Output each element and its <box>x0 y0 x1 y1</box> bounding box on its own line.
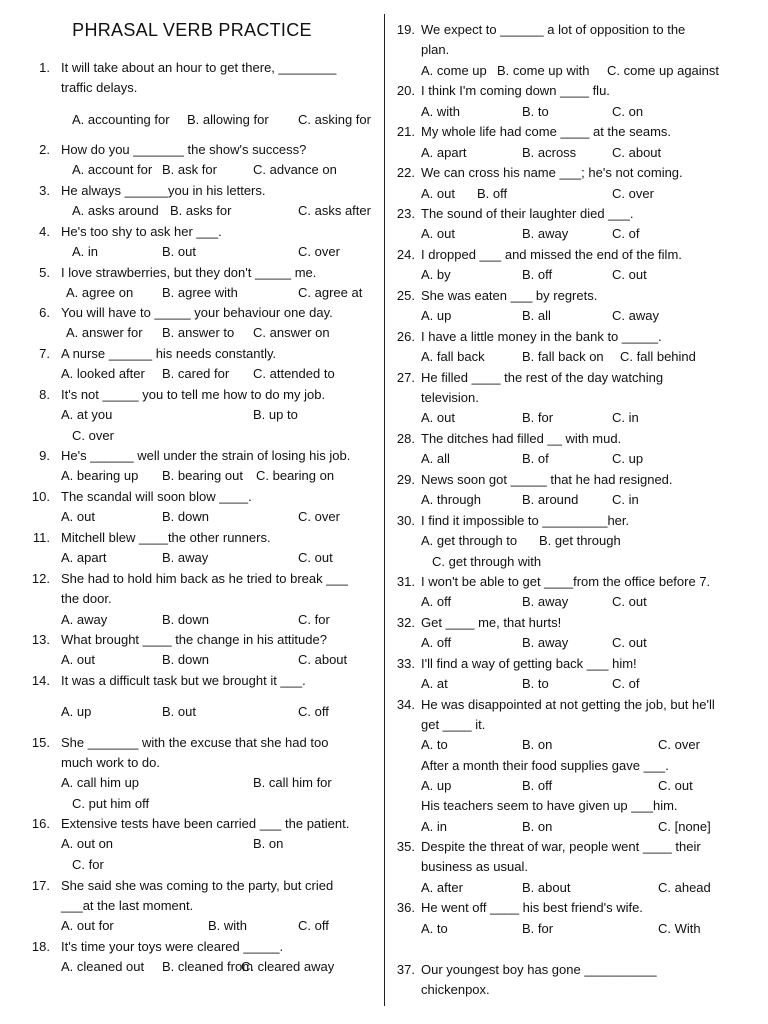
answer-option[interactable]: B. asks for <box>170 203 232 218</box>
answer-option[interactable]: B. away <box>522 594 569 609</box>
question-text: It's time your toys were cleared _____. <box>61 939 284 954</box>
question-text: plan. <box>421 42 450 57</box>
answer-option[interactable]: A. at you <box>61 407 113 422</box>
question-text: The scandal will soon blow ____. <box>61 489 252 504</box>
answer-option[interactable]: A. off <box>421 635 452 650</box>
question-number: 16. <box>31 816 50 831</box>
answer-option[interactable]: A. to <box>421 737 448 752</box>
question-number: 23. <box>396 206 415 221</box>
question-text: I have a little money in the bank to _____. <box>421 329 662 344</box>
answer-option[interactable]: C. ahead <box>658 880 711 895</box>
question-text: I dropped ___ and missed the end of the film. <box>421 247 682 262</box>
question-text: It will take about an hour to get there, ________ <box>61 60 337 75</box>
answer-option[interactable]: A. out <box>61 652 95 667</box>
question-text: the door. <box>61 591 112 606</box>
answer-option[interactable]: C. for <box>298 612 330 627</box>
question-text: Extensive tests have been carried ___ the patient. <box>61 816 350 831</box>
answer-option[interactable]: C. put him off <box>72 796 150 811</box>
answer-option[interactable]: C. over <box>658 737 700 752</box>
answer-option[interactable]: C. away <box>612 308 659 323</box>
question-text: He's ______ well under the strain of losing his job. <box>61 448 351 463</box>
question-number: 1. <box>39 60 50 75</box>
question-number: 24. <box>396 247 415 262</box>
question-number: 30. <box>396 513 415 528</box>
question-text: traffic delays. <box>61 80 138 95</box>
question-text: She was eaten ___ by regrets. <box>421 288 598 303</box>
answer-option[interactable]: C. out <box>612 635 647 650</box>
question-number: 5. <box>39 265 50 280</box>
question-text: You will have to _____ your behaviour one day. <box>61 305 333 320</box>
answer-option[interactable]: B. away <box>522 226 569 241</box>
answer-option[interactable]: A. asks around <box>72 203 159 218</box>
answer-option[interactable]: A. by <box>421 267 451 282</box>
answer-option[interactable]: A. out for <box>61 918 114 933</box>
question-number: 28. <box>396 431 415 446</box>
answer-option[interactable]: C. on <box>612 104 644 119</box>
answer-option[interactable]: C. about <box>612 145 662 160</box>
answer-option[interactable]: A. bearing up <box>61 468 139 483</box>
answer-option[interactable]: A. up <box>421 778 452 793</box>
question-number: 17. <box>31 878 50 893</box>
question-text: chickenpox. <box>421 982 490 997</box>
question-text: After a month their food supplies gave ___. <box>421 758 669 773</box>
answer-option[interactable]: B. about <box>522 880 571 895</box>
question-number: 29. <box>396 472 415 487</box>
answer-option[interactable]: C. fall behind <box>620 349 696 364</box>
question-text: What brought ____ the change in his attitude? <box>61 632 327 647</box>
answer-option[interactable]: C. out <box>298 550 333 565</box>
answer-option[interactable]: C. advance on <box>253 162 337 177</box>
answer-option[interactable]: C. agree at <box>298 285 363 300</box>
question-number: 37. <box>396 962 415 977</box>
question-number: 34. <box>396 697 415 712</box>
answer-option[interactable]: C. in <box>612 410 639 425</box>
answer-option[interactable]: B. down <box>162 509 209 524</box>
question-number: 7. <box>39 346 50 361</box>
question-text: Get ____ me, that hurts! <box>421 615 562 630</box>
question-text: Our youngest boy has gone __________ <box>421 962 657 977</box>
answer-option[interactable]: B. agree with <box>162 285 238 300</box>
answer-option[interactable]: A. to <box>421 921 448 936</box>
question-text: Mitchell blew ____the other runners. <box>61 530 271 545</box>
answer-option[interactable]: C. come up against <box>607 63 720 78</box>
answer-option[interactable]: A. account for <box>72 162 153 177</box>
answer-option[interactable]: B. out <box>162 244 196 259</box>
question-text: A nurse ______ his needs constantly. <box>61 346 277 361</box>
answer-option[interactable]: C. of <box>612 676 640 691</box>
answer-option[interactable]: C. out <box>612 267 647 282</box>
question-number: 36. <box>396 900 415 915</box>
answer-option[interactable]: A. in <box>72 244 99 259</box>
answer-option[interactable]: B. for <box>522 410 554 425</box>
answer-option[interactable]: A. apart <box>61 550 107 565</box>
question-number: 12. <box>31 571 50 586</box>
answer-option[interactable]: A. out <box>421 186 455 201</box>
answer-option[interactable]: C. With <box>658 921 701 936</box>
question-number: 15. <box>31 735 50 750</box>
answer-option[interactable]: A. away <box>61 612 108 627</box>
answer-option[interactable]: A. call him up <box>61 775 140 790</box>
answer-option[interactable]: A. off <box>421 594 452 609</box>
question-number: 14. <box>31 673 50 688</box>
answer-option[interactable]: A. get through to <box>421 533 518 548</box>
question-number: 10. <box>31 489 50 504</box>
answer-option[interactable]: A. agree on <box>66 285 134 300</box>
question-number: 27. <box>396 370 415 385</box>
answer-option[interactable]: B. call him for <box>253 775 332 790</box>
answer-option[interactable]: A. up <box>61 704 92 719</box>
question-text: She said she was coming to the party, but cried <box>61 878 334 893</box>
question-text: How do you _______ the show's success? <box>61 142 307 157</box>
answer-option[interactable]: C. attended to <box>253 366 335 381</box>
question-number: 13. <box>31 632 50 647</box>
question-text: I'll find a way of getting back ___ him! <box>421 656 637 671</box>
answer-option[interactable]: B. down <box>162 652 209 667</box>
answer-option[interactable]: B. off <box>522 778 553 793</box>
answer-option[interactable]: C. over <box>298 509 340 524</box>
question-text: He filled ____ the rest of the day watching <box>421 370 664 385</box>
question-number: 21. <box>396 124 415 139</box>
answer-option[interactable]: C. over <box>298 244 340 259</box>
answer-option[interactable]: C. about <box>298 652 348 667</box>
answer-option[interactable]: A. after <box>421 880 463 895</box>
question-text: get ____ it. <box>421 717 486 732</box>
answer-option[interactable]: A. with <box>421 104 461 119</box>
answer-option[interactable]: B. fall back on <box>522 349 604 364</box>
answer-option[interactable]: A. at <box>421 676 448 691</box>
answer-option[interactable]: C. off <box>298 918 329 933</box>
question-text: News soon got _____ that he had resigned. <box>421 472 673 487</box>
answer-option[interactable]: C. cleared away <box>241 959 335 974</box>
question-text: television. <box>421 390 479 405</box>
answer-option[interactable]: B. out <box>162 704 196 719</box>
answer-option[interactable]: B. ask for <box>162 162 217 177</box>
answer-option[interactable]: B. on <box>253 836 284 851</box>
answer-option[interactable]: C. in <box>612 492 639 507</box>
answer-option[interactable]: A. through <box>421 492 481 507</box>
worksheet-title: PHRASAL VERB PRACTICE <box>72 20 312 40</box>
answer-option[interactable]: B. with <box>208 918 248 933</box>
answer-option[interactable]: A. out on <box>61 836 114 851</box>
question-text: much work to do. <box>61 755 160 770</box>
question-number: 11. <box>32 530 50 545</box>
answer-option[interactable]: A. out <box>61 509 95 524</box>
question-number: 18. <box>31 939 50 954</box>
answer-option[interactable]: A. accounting for <box>72 112 170 127</box>
question-text: I think I'm coming down ____ flu. <box>421 83 610 98</box>
answer-option[interactable]: A. fall back <box>421 349 485 364</box>
question-text: He was disappointed at not getting the job, but he'll <box>421 697 715 712</box>
question-number: 35. <box>396 839 415 854</box>
question-number: 9. <box>39 448 50 463</box>
answer-option[interactable]: B. answer to <box>162 325 235 340</box>
question-number: 33. <box>396 656 415 671</box>
question-number: 25. <box>396 288 415 303</box>
answer-option[interactable]: C. out <box>612 594 647 609</box>
answer-option[interactable]: C. out <box>658 778 693 793</box>
answer-option[interactable]: B. get through <box>539 533 621 548</box>
answer-option[interactable]: B. off <box>522 267 553 282</box>
answer-option[interactable]: A. answer for <box>66 325 143 340</box>
question-number: 8. <box>39 387 50 402</box>
question-text: I find it impossible to _________her. <box>421 513 630 528</box>
question-text: ___at the last moment. <box>61 898 194 913</box>
question-text: She _______ with the excuse that she had too <box>61 735 329 750</box>
answer-option[interactable]: B. of <box>522 451 549 466</box>
question-text: It's not _____ you to tell me how to do my job. <box>61 387 326 402</box>
question-text: I love strawberries, but they don't _____ me. <box>61 265 317 280</box>
question-number: 20. <box>396 83 415 98</box>
answer-option[interactable]: B. cleaned from <box>162 959 254 974</box>
answer-option[interactable]: C. off <box>298 704 329 719</box>
answer-option[interactable]: C. [none] <box>658 819 711 834</box>
answer-option[interactable]: B. for <box>522 921 554 936</box>
question-text: She had to hold him back as he tried to break ___ <box>61 571 348 586</box>
answer-option[interactable]: B. away <box>162 550 209 565</box>
answer-option[interactable]: B. around <box>522 492 579 507</box>
question-number: 3. <box>39 183 50 198</box>
answer-option[interactable]: B. to <box>522 104 549 119</box>
answer-option[interactable]: C. for <box>72 857 104 872</box>
question-text: business as usual. <box>421 859 528 874</box>
answer-option[interactable]: A. up <box>421 308 452 323</box>
answer-option[interactable]: B. bearing out <box>162 468 243 483</box>
answer-option[interactable]: C. over <box>72 428 114 443</box>
question-text: We expect to ______ a lot of opposition to the <box>421 22 686 37</box>
question-text: His teachers seem to have given up ___him. <box>421 798 678 813</box>
answer-option[interactable]: B. on <box>522 737 553 752</box>
question-text: He always ______you in his letters. <box>61 183 266 198</box>
question-number: 6. <box>39 305 50 320</box>
question-text: Despite the threat of war, people went ____ their <box>421 839 701 854</box>
answer-option[interactable]: B. across <box>522 145 577 160</box>
answer-option[interactable]: B. up to <box>253 407 298 422</box>
question-number: 32. <box>396 615 415 630</box>
answer-option[interactable]: B. to <box>522 676 549 691</box>
answer-option[interactable]: C. asking for <box>298 112 371 127</box>
question-text: We can cross his name ___; he's not coming. <box>421 165 683 180</box>
answer-option[interactable]: B. off <box>477 186 508 201</box>
answer-option[interactable]: A. apart <box>421 145 467 160</box>
question-number: 26. <box>396 329 415 344</box>
answer-option[interactable]: B. all <box>522 308 551 323</box>
question-number: 31. <box>396 574 415 589</box>
answer-option[interactable]: C. bearing on <box>256 468 335 483</box>
answer-option[interactable]: B. on <box>522 819 553 834</box>
answer-option[interactable]: A. out <box>421 226 455 241</box>
answer-option[interactable]: C. of <box>612 226 640 241</box>
question-text: He's too shy to ask her ___. <box>61 224 222 239</box>
answer-option[interactable]: A. looked after <box>61 366 145 381</box>
question-number: 4. <box>39 224 50 239</box>
answer-option[interactable]: A. out <box>421 410 455 425</box>
question-text: It was a difficult task but we brought it ___. <box>61 673 306 688</box>
question-text: My whole life had come ____ at the seams. <box>421 124 672 139</box>
question-text: I won't be able to get ____from the office before 7. <box>421 574 711 589</box>
answer-option[interactable]: B. away <box>522 635 569 650</box>
question-number: 19. <box>396 22 415 37</box>
answer-option[interactable]: C. get through with <box>432 554 542 569</box>
question-text: The sound of their laughter died ___. <box>421 206 634 221</box>
answer-option[interactable]: A. come up <box>421 63 487 78</box>
answer-option[interactable]: C. answer on <box>253 325 330 340</box>
answer-option[interactable]: C. up <box>612 451 644 466</box>
answer-option[interactable]: A. all <box>421 451 450 466</box>
answer-option[interactable]: C. asks after <box>298 203 371 218</box>
answer-option[interactable]: A. cleaned out <box>61 959 145 974</box>
answer-option[interactable]: B. cared for <box>162 366 230 381</box>
question-text: He went off ____ his best friend's wife. <box>421 900 643 915</box>
answer-option[interactable]: C. over <box>612 186 654 201</box>
answer-option[interactable]: B. down <box>162 612 209 627</box>
question-number: 22. <box>396 165 415 180</box>
answer-option[interactable]: A. in <box>421 819 448 834</box>
question-text: The ditches had filled __ with mud. <box>421 431 622 446</box>
answer-option[interactable]: B. allowing for <box>187 112 269 127</box>
question-number: 2. <box>39 142 50 157</box>
answer-option[interactable]: B. come up with <box>497 63 590 78</box>
